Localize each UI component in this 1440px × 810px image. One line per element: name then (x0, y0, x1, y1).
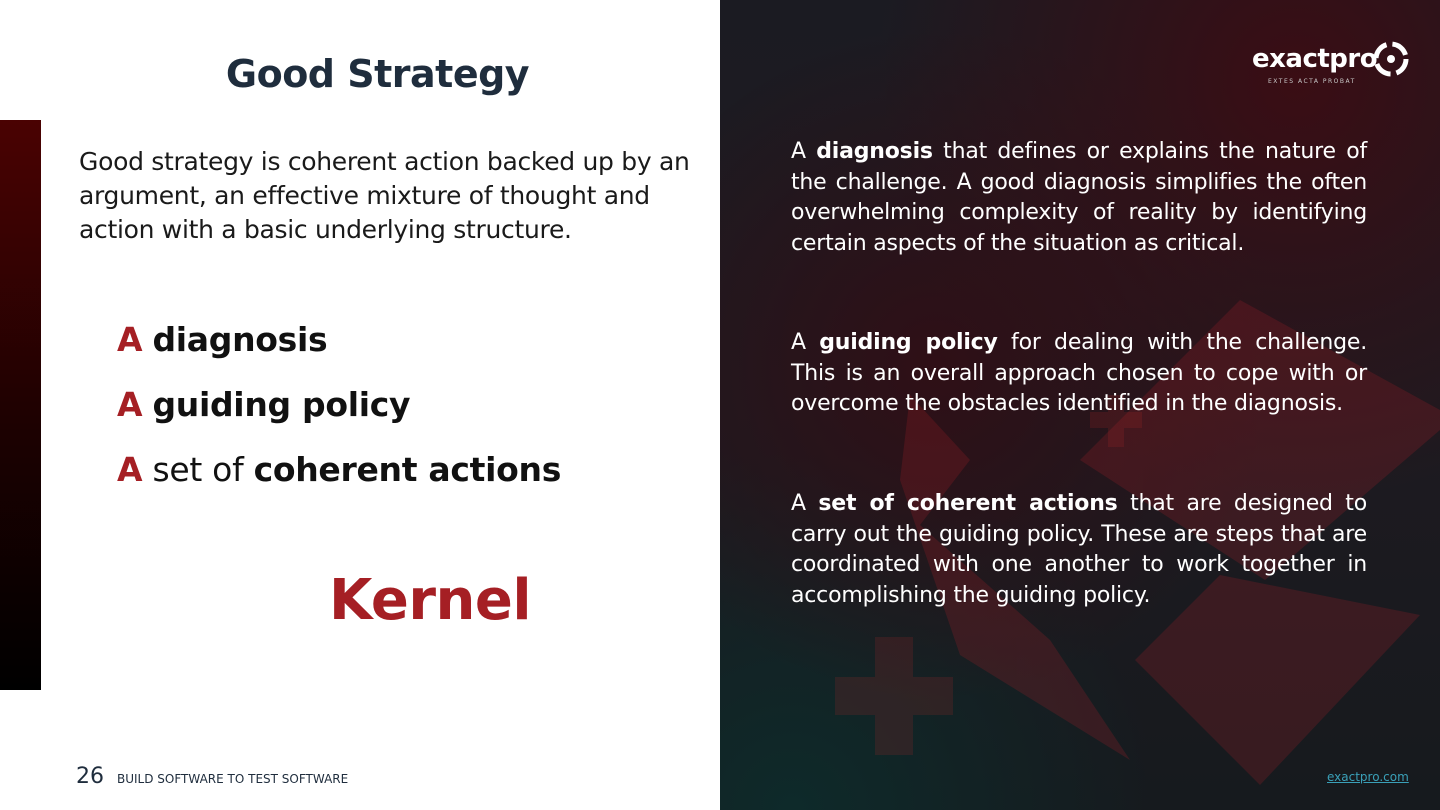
paragraph-guiding-policy (791, 328, 1367, 420)
bg-plus-shape (835, 677, 953, 715)
kernel-item-plain: set of (152, 450, 244, 489)
kernel-item-prefix: A (117, 385, 143, 424)
paragraph-bold: set of coherent actions (818, 491, 1118, 516)
kernel-label: Kernel (329, 568, 532, 633)
website-link[interactable]: exactpro.com (1327, 770, 1409, 784)
accent-bar (0, 120, 41, 690)
kernel-item-diagnosis (117, 320, 327, 359)
paragraph-lead: A (791, 330, 806, 355)
kernel-item-prefix: A (117, 450, 143, 489)
kernel-item-coherent-actions (117, 450, 561, 489)
right-panel (720, 0, 1440, 810)
paragraph-bold: guiding policy (819, 330, 998, 355)
paragraph-bold: diagnosis (816, 139, 933, 164)
paragraph-diagnosis (791, 137, 1367, 259)
kernel-item-bold: coherent actions (253, 450, 562, 489)
kernel-item-guiding-policy (117, 385, 410, 424)
logo-tagline: EXTES ACTA PROBAT (1268, 78, 1356, 85)
kernel-item-bold: guiding policy (152, 385, 411, 424)
exactpro-logo (1252, 38, 1412, 88)
logo-text: exactpro (1252, 44, 1378, 74)
slide-title: Good Strategy (225, 52, 530, 96)
intro-text: Good strategy is coherent action backed up by an argument, an effective mixture of thought and action with a basic underlying structure. (79, 147, 690, 244)
exactpro-logo-icon (1372, 40, 1410, 78)
paragraph-lead: A (791, 139, 806, 164)
paragraph-rest: for dealing with the challenge. This is an overall approach chosen to cope with or overcome the obstacles identified in the diagnosis. (791, 330, 1367, 416)
paragraph-lead: A (791, 491, 806, 516)
page-number: 26 (76, 764, 104, 789)
kernel-item-bold: diagnosis (152, 320, 328, 359)
paragraph-coherent-actions (791, 489, 1367, 611)
paragraph-rest: that defines or explains the nature of the challenge. A good diagnosis simplifies the often overwhelming complexity of reality by identifying certain aspects of the situation as critical. (791, 139, 1368, 256)
paragraph-rest: that are designed to carry out the guiding policy. These are steps that are coordinated with one another to work together in accomplishing the guiding policy. (791, 491, 1367, 608)
footer-text: BUILD SOFTWARE TO TEST SOFTWARE (117, 772, 349, 786)
kernel-item-prefix: A (117, 320, 143, 359)
